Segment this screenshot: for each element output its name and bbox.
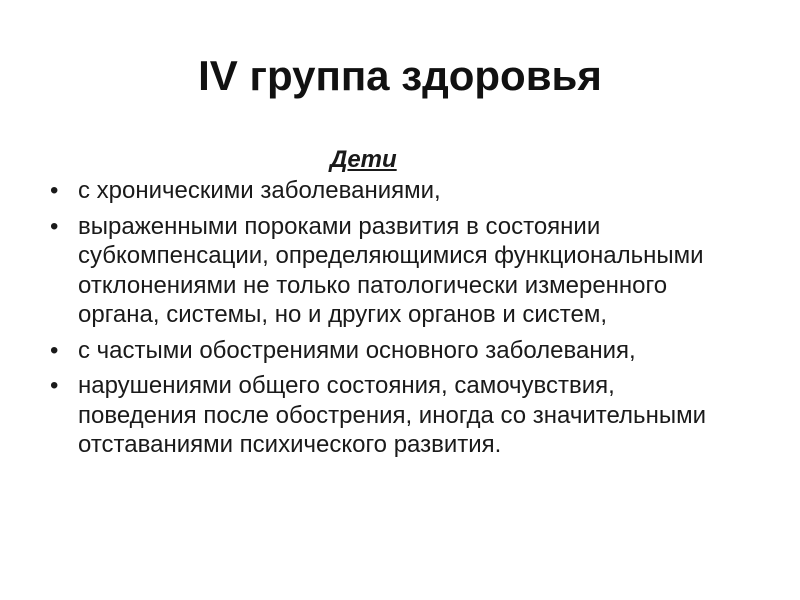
bullet-point-icon: • [50,212,59,240]
bullet-text: выраженными пороками развития в состоянии субкомпенсации, определяющимися функциональными отклонениями не только патологически измеренного органа, системы, но и других органов и систем, [78,212,704,328]
bullet-item [50,336,740,366]
bullet-text: с частыми обострениями основного заболевания, [78,336,636,364]
bullet-text: нарушениями общего состояния, самочувствия, поведения после обострения, иногда со значительными отставаниями психического развития. [78,372,706,458]
slide-title: IV группа здоровья [198,52,602,99]
bullet-point-icon: • [50,336,59,364]
bullet-item [50,212,740,330]
bullet-item [50,176,740,206]
bullet-text: с хроническими заболеваниями, [78,177,441,204]
slide-subheading: Дети [330,146,397,173]
bullet-point-icon: • [50,372,59,399]
bullet-point-icon: • [50,177,59,204]
bullet-item [50,371,740,460]
bullet-list [50,176,740,466]
